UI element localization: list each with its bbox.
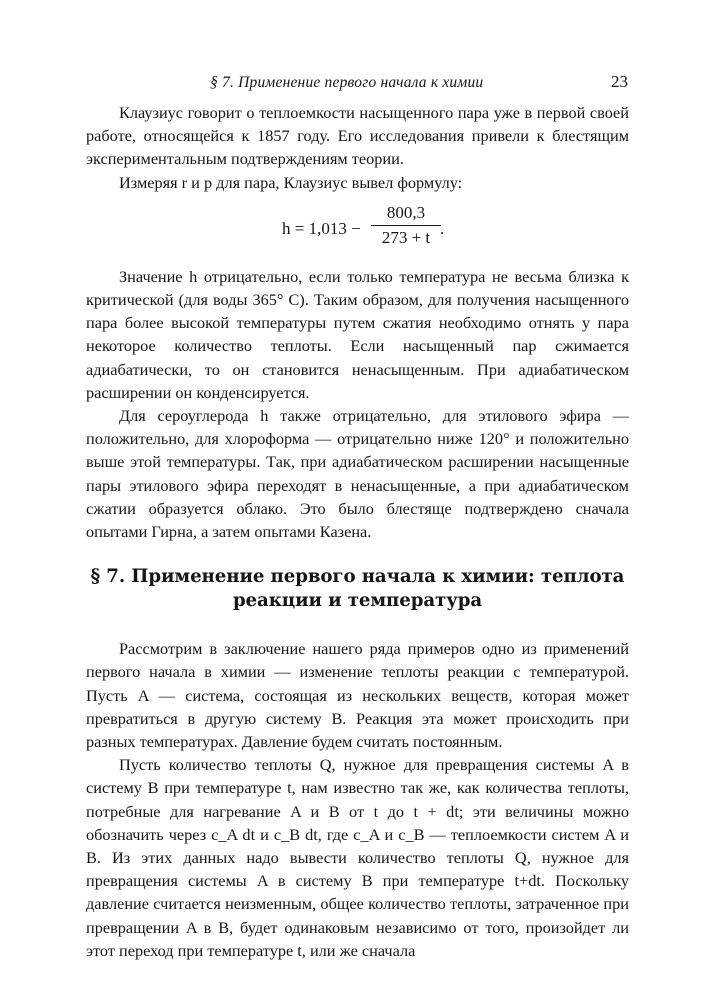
running-header (0, 70, 707, 94)
page-body (86, 101, 629, 962)
paragraph-reaction-intro: Рассмотрим в заключение нашего ряда примеров одно из применений первого начала в химии — изменение теплоты реакции с температурой. Пусть A — система, состоящая из нескольких веществ, которая может превратиться в другую систему B. Реакция эта может происходить при разных температурах. Давление будем считать постоянным. (86, 639, 629, 752)
formula-lhs: h = 1,013 − (282, 218, 361, 238)
paragraph-carbon-disulfide: Для сероуглерода h также отрицательно, для этилового эфира — положительно, для хлороформа — отрицательно ниже 120° и положительно выше этой температуры. Так, при адиабатическом расширении насыщенные пары этилового эфира переходят в ненасыщенные, а при адиабатическом сжатии образуется облако. Это было блестяще подтверждено сначала опытами Гирна, а затем опытами Казена. (86, 406, 629, 542)
fraction-bar (371, 225, 441, 226)
formula-denominator: 273 + t (381, 227, 431, 247)
page-number: 23 (611, 72, 628, 91)
section-heading: § 7. Применение первого начала к химии: теплота реакции и температура (90, 566, 625, 612)
formula-fraction (371, 203, 441, 248)
paragraph-heat-quantity: Пусть количество теплоты Q, нужное для превращения системы A в систему B при температуре t, нам известно так же, как количества теплоты, потребные для нагревание A и B от t до t + dt; эти величины можно обозначить через c_A dt и c_B dt, где c_A и c_B — теплоемкости систем A и B. Из этих данных надо вывести количество теплоты Q, нужное для превращения системы A в систему B при температуре t+dt. Поскольку давление считается неизменным, общее количество теплоты, затраченное при превращении A в B, будет одинаковым независимо от того, произойдет ли этот переход при температуре t, или же сначала (86, 755, 629, 960)
formula-period: . (440, 218, 445, 238)
paragraph-h-negative: Значение h отрицательно, если только температура не весьма близка к критической (для воды 365° C). Таким образом, для получения насыщенного пара более высокой температуры путем сжатия необходимо отнять у пара некоторое количество теплоты. Если насыщенный пар сжимается адиабатически, то он становится ненасыщенным. При адиабатическом расширении он конденсируется. (86, 266, 629, 402)
running-title: § 7. Применение первого начала к химии (210, 74, 484, 91)
formula-numerator: 800,3 (386, 202, 426, 222)
paragraph-formula-intro: Измеряя r и p для пара, Клаузиус вывел формулу: (119, 172, 463, 192)
formula-h (86, 197, 629, 257)
paragraph-clausius-heat-capacity: Клаузиус говорит о теплоемкости насыщенного пара уже в первой своей работе, относящейся к 1857 году. Его исследования привели к блестящим экспериментальным подтверждениям теории. (86, 103, 629, 169)
